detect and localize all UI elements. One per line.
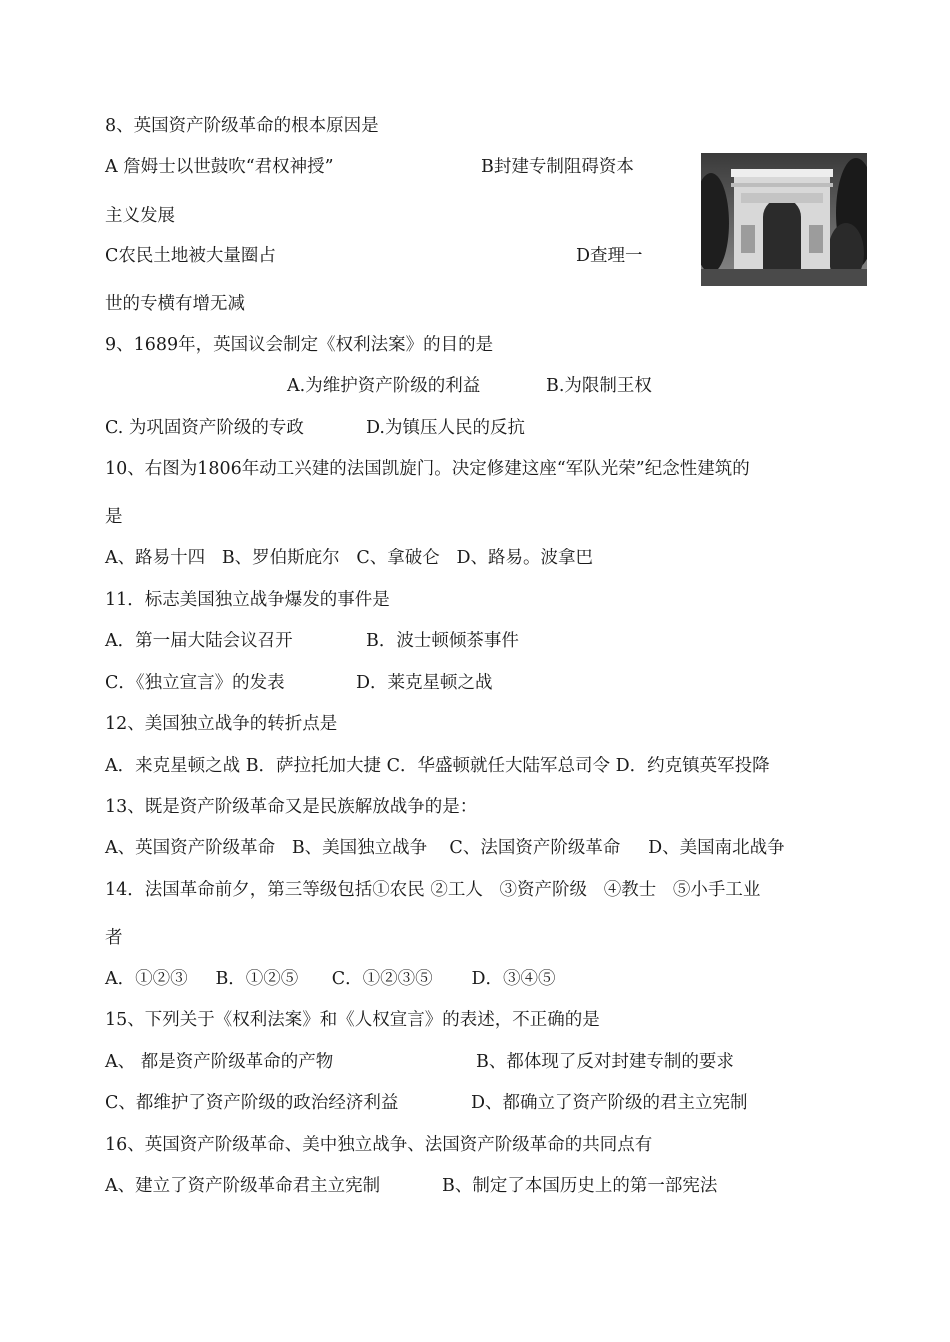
q9-option-c: C. 为巩固资产阶级的专政 bbox=[105, 418, 304, 438]
q10-stem-continued: 是 bbox=[105, 507, 123, 527]
q9-option-b: B.为限制王权 bbox=[546, 376, 652, 396]
q16-option-a: A、建立了资产阶级革命君主立宪制 bbox=[105, 1176, 381, 1196]
q8-option-d-continued: 世的专横有增无减 bbox=[105, 294, 245, 314]
arc-de-triomphe-photo bbox=[701, 153, 867, 286]
q8-stem: 8、英国资产阶级革命的根本原因是 bbox=[105, 116, 379, 136]
q14-stem: 14．法国革命前夕，第三等级包括①农民 ②工人 ③资产阶级 ④教士 ⑤小手工业 bbox=[105, 880, 761, 900]
q16-stem: 16、英国资产阶级革命、美中独立战争、法国资产阶级革命的共同点有 bbox=[105, 1135, 653, 1155]
q11-option-a: A．第一届大陆会议召开 bbox=[105, 631, 293, 651]
q9-option-d: D.为镇压人民的反抗 bbox=[366, 418, 525, 438]
q12-options: A．来克星顿之战 B．萨拉托加大捷 C．华盛顿就任大陆军总司令 D．约克镇英军投降 bbox=[105, 756, 770, 776]
q8-option-c: C农民土地被大量圈占 bbox=[105, 246, 276, 266]
q14-options: A．①②③ B．①②⑤ C．①②③⑤ D．③④⑤ bbox=[105, 969, 556, 989]
q8-option-d: D查理一 bbox=[576, 246, 643, 266]
q9-option-a: A.为维护资产阶级的利益 bbox=[287, 376, 481, 396]
q13-options: A、英国资产阶级革命 B、美国独立战争 C、法国资产阶级革命 D、美国南北战争 bbox=[105, 838, 785, 858]
q12-stem: 12、美国独立战争的转折点是 bbox=[105, 714, 338, 734]
q14-stem-continued: 者 bbox=[105, 928, 123, 948]
q10-stem: 10、右图为1806年动工兴建的法国凯旋门。决定修建这座“军队光荣”纪念性建筑的 bbox=[105, 459, 750, 479]
q15-stem: 15、下列关于《权利法案》和《人权宣言》的表述，不正确的是 bbox=[105, 1010, 600, 1030]
q8-option-a: A 詹姆士以世鼓吹“君权神授” bbox=[105, 157, 334, 177]
q11-option-b: B．波士顿倾茶事件 bbox=[366, 631, 519, 651]
q16-option-b: B、制定了本国历史上的第一部宪法 bbox=[442, 1176, 718, 1196]
q13-stem: 13、既是资产阶级革命又是民族解放战争的是： bbox=[105, 797, 478, 817]
q10-options: A、路易十四 B、罗伯斯庇尔 C、拿破仑 D、路易。波拿巴 bbox=[105, 548, 593, 568]
q8-option-b-continued: 主义发展 bbox=[105, 206, 175, 226]
q15-option-c: C、都维护了资产阶级的政治经济利益 bbox=[105, 1093, 399, 1113]
q15-option-d: D、都确立了资产阶级的君主立宪制 bbox=[471, 1093, 748, 1113]
q11-stem: 11．标志美国独立战争爆发的事件是 bbox=[105, 590, 390, 610]
q9-stem: 9、1689年，英国议会制定《权利法案》的目的是 bbox=[105, 335, 494, 355]
q15-option-a: A、 都是资产阶级革命的产物 bbox=[105, 1052, 334, 1072]
q8-option-b: B封建专制阻碍资本 bbox=[481, 157, 634, 177]
q15-option-b: B、都体现了反对封建专制的要求 bbox=[476, 1052, 734, 1072]
q11-option-c: C．《独立宣言》的发表 bbox=[105, 673, 285, 693]
q11-option-d: D．莱克星顿之战 bbox=[356, 673, 493, 693]
